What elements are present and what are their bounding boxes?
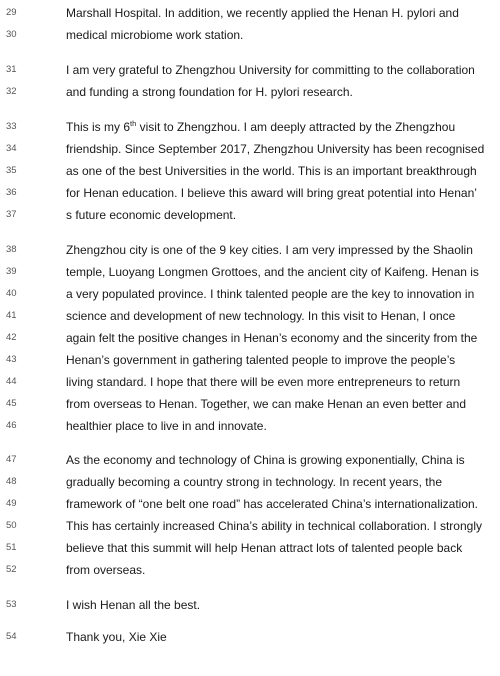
text-line <box>0 202 500 228</box>
line-text: for Henan education. I believe this award will bring great potential into Henan’ <box>66 186 477 200</box>
line-number: 39 <box>6 266 17 277</box>
line-text-pre: This is my 6 <box>66 120 131 134</box>
line-number: 46 <box>6 420 17 431</box>
line-text: friendship. Since September 2017, Zhengzhou University has been recognised <box>66 142 485 156</box>
line-number: 42 <box>6 332 17 343</box>
line-number: 43 <box>6 354 17 365</box>
line-text: gradually becoming a country strong in technology. In recent years, the <box>66 475 442 489</box>
line-number: 31 <box>6 64 17 75</box>
line-text-post: visit to Zhengzhou. I am deeply attracted by the Zhengzhou <box>136 120 456 134</box>
line-number: 29 <box>6 7 17 18</box>
line-text: temple, Luoyang Longmen Grottoes, and the ancient city of Kaifeng. Henan is <box>66 265 479 279</box>
line-number: 36 <box>6 187 17 198</box>
text-line <box>0 79 500 105</box>
line-text: I am very grateful to Zhengzhou University for committing to the collaboration <box>66 63 475 77</box>
line-text: framework of “one belt one road” has accelerated China’s internationalization. <box>66 497 479 511</box>
line-number: 51 <box>6 542 17 553</box>
line-number: 54 <box>6 631 17 642</box>
ordinal-suffix: th <box>130 119 137 128</box>
line-text: s future economic development. <box>66 208 237 222</box>
line-number: 49 <box>6 498 17 509</box>
line-text: believe that this summit will help Henan attract lots of talented people back <box>66 541 463 555</box>
line-number: 52 <box>6 564 17 575</box>
line-text: medical microbiome work station. <box>66 28 244 42</box>
line-text: Zhengzhou city is one of the 9 key cities. I am very impressed by the Shaolin <box>66 243 473 257</box>
line-number: 53 <box>6 599 17 610</box>
line-number: 33 <box>6 121 17 132</box>
line-text: Thank you, Xie Xie <box>66 630 167 644</box>
line-number: 41 <box>6 310 17 321</box>
line-number: 35 <box>6 165 17 176</box>
line-text: Marshall Hospital. In addition, we recently applied the Henan H. pylori and <box>66 6 459 20</box>
line-number: 47 <box>6 454 17 465</box>
line-text: living standard. I hope that there will be even more entrepreneurs to return <box>66 375 461 389</box>
line-text: healthier place to live in and innovate. <box>66 419 267 433</box>
line-number: 50 <box>6 520 17 531</box>
line-number: 32 <box>6 86 17 97</box>
text-line <box>0 413 500 439</box>
line-number: 40 <box>6 288 17 299</box>
line-text: This has certainly increased China’s ability in technical collaboration. I strongly <box>66 519 482 533</box>
line-number: 45 <box>6 398 17 409</box>
line-text: a very populated province. I think talented people are the key to innovation in <box>66 287 475 301</box>
line-number: 34 <box>6 143 17 154</box>
line-number: 30 <box>6 29 17 40</box>
line-text: from overseas. <box>66 563 146 577</box>
text-line <box>0 557 500 583</box>
line-text: from overseas to Henan. Together, we can make Henan an even better and <box>66 397 467 411</box>
text-line <box>0 592 500 618</box>
line-text: As the economy and technology of China is growing exponentially, China is <box>66 453 465 467</box>
line-number: 44 <box>6 376 17 387</box>
line-text: science and development of new technology. In this visit to Henan, I once <box>66 309 456 323</box>
line-text: Henan’s government in gathering talented people to improve the people’s <box>66 353 456 367</box>
line-text: I wish Henan all the best. <box>66 598 201 612</box>
line-number: 48 <box>6 476 17 487</box>
line-text: again felt the positive changes in Henan’s economy and the sincerity from the <box>66 331 478 345</box>
line-number: 38 <box>6 244 17 255</box>
line-text: and funding a strong foundation for H. pylori research. <box>66 85 353 99</box>
text-line <box>0 22 500 48</box>
line-text: as one of the best Universities in the world. This is an important breakthrough <box>66 164 477 178</box>
text-line <box>0 624 500 650</box>
line-number: 37 <box>6 209 17 220</box>
